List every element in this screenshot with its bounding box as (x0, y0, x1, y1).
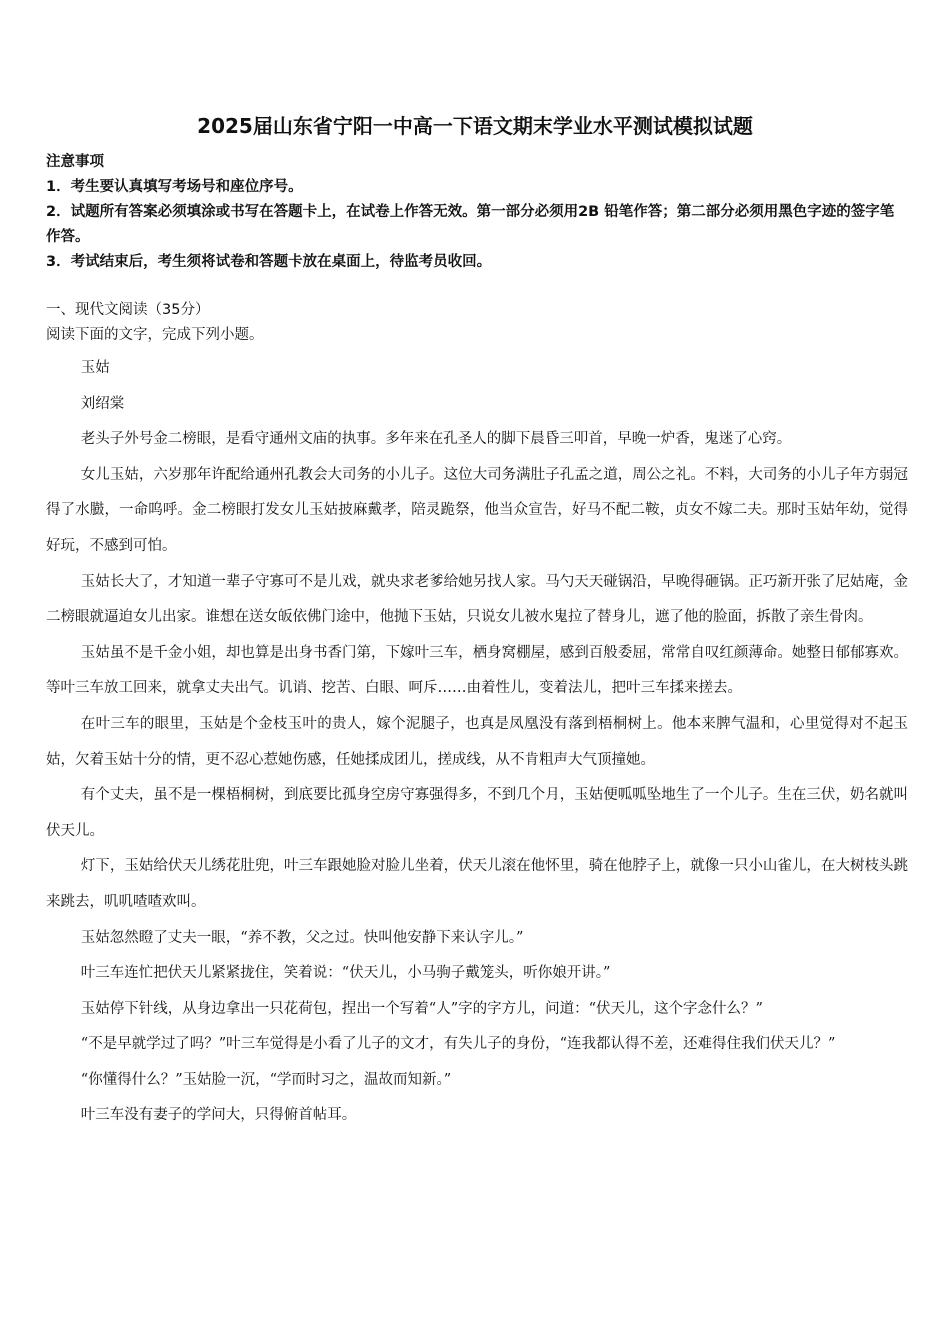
notice-block (46, 150, 908, 275)
story-paragraph: 女儿玉姑，六岁那年许配给通州孔教会大司务的小儿子。这位大司务满肚子孔孟之道，周公之礼。不料，大司务的小儿子年方弱冠得了水臌，一命呜呼。金二榜眼打发女儿玉姑披麻戴孝，陪灵跪祭，他当众宣告，好马不配二鞍，贞女不嫁二夫。那时玉姑年幼，觉得好玩，不感到可怕。 (46, 466, 908, 554)
story-paragraph: 叶三车连忙把伏天儿紧紧拢住，笑着说：“伏天儿，小马驹子戴笼头，听你娘开讲。” (80, 965, 611, 982)
story-paragraph: 在叶三车的眼里，玉姑是个金枝玉叶的贵人，嫁个泥腿子，也真是凤凰没有落到梧桐树上。他本来脾气温和，心里觉得对不起玉姑，欠着玉姑十分的情，更不忍心惹她伤感，任她揉成团儿，搓成线，从不肯粗声大气顶撞她。 (46, 715, 908, 768)
exam-title: 2025届山东省宁阳一中高一下语文期末学业水平测试模拟试题 (197, 114, 753, 138)
notice-item: 1．考生要认真填写考场号和座位序号。 (46, 179, 303, 195)
notice-item: 2．试题所有答案必须填涂或书写在答题卡上，在试卷上作答无效。第一部分必须用2B 铅笔作答；第二部分必须用黑色字迹的签字笔作答。 (46, 204, 895, 245)
story-paragraph: 玉姑虽不是千金小姐，却也算是出身书香门第，下嫁叶三车，栖身窝棚屋，感到百般委屈，常常自叹红颜薄命。她整日郁郁寡欢。等叶三车放工回来，就拿丈夫出气。讥诮、挖苦、白眼、呵斥……由着性儿，变着法儿，把叶三车揉来搓去。 (46, 644, 908, 697)
story-paragraph: 叶三车没有妻子的学问大，只得俯首帖耳。 (80, 1107, 357, 1124)
story-paragraph: 灯下，玉姑给伏天儿绣花肚兜，叶三车跟她脸对脸儿坐着，伏天儿滚在他怀里，骑在他脖子上，就像一只小山雀儿，在大树枝头跳来跳去，叽叽喳喳欢叫。 (46, 858, 908, 910)
story-paragraph: 玉姑停下针线，从身边拿出一只花荷包，捏出一个写着“人”字的字方儿，问道：“伏天儿，这个字念什么？” (80, 1000, 763, 1017)
story-paragraph: 有个丈夫，虽不是一棵梧桐树，到底要比孤身空房守寡强得多，不到几个月，玉姑便呱呱坠地生了一个儿子。生在三伏，奶名就叫伏天儿。 (46, 787, 908, 839)
story-body (46, 351, 908, 1134)
story-paragraph: 老头子外号金二榜眼，是看守通州文庙的执事。多年来在孔圣人的脚下晨昏三叩首，早晚一炉香，鬼迷了心窍。 (80, 431, 792, 448)
section-instruction: 阅读下面的文字，完成下列小题。 (46, 327, 264, 343)
section-heading: 一、现代文阅读（35分） (46, 302, 210, 318)
notice-heading: 注意事项 (46, 154, 104, 170)
notice-item: 3．考试结束后，考生须将试卷和答题卡放在桌面上，待监考员收回。 (46, 254, 492, 270)
story-paragraph: 玉姑忽然瞪了丈夫一眼，“养不教，父之过。快叫他安静下来认字儿。” (80, 929, 524, 946)
story-paragraph: “不是早就学过了吗？”叶三车觉得是小看了儿子的文才，有失儿子的身份，“连我都认得不差，还难得住我们伏天儿？” (80, 1036, 836, 1053)
story-author: 刘绍棠 (80, 395, 125, 412)
story-paragraph: “你懂得什么？”玉姑脸一沉，“学而时习之，温故而知新。” (80, 1071, 452, 1088)
story-title: 玉姑 (80, 360, 110, 376)
story-paragraph: 玉姑长大了，才知道一辈子守寡可不是儿戏，就央求老爹给她另找人家。马勺天天碰锅沿，早晚得砸锅。正巧新开张了尼姑庵，金二榜眼就逼迫女儿出家。谁想在送女皈依佛门途中，他抛下玉姑，只说女儿被水鬼拉了替身儿，遮了他的脸面，拆散了亲生骨肉。 (46, 573, 908, 626)
